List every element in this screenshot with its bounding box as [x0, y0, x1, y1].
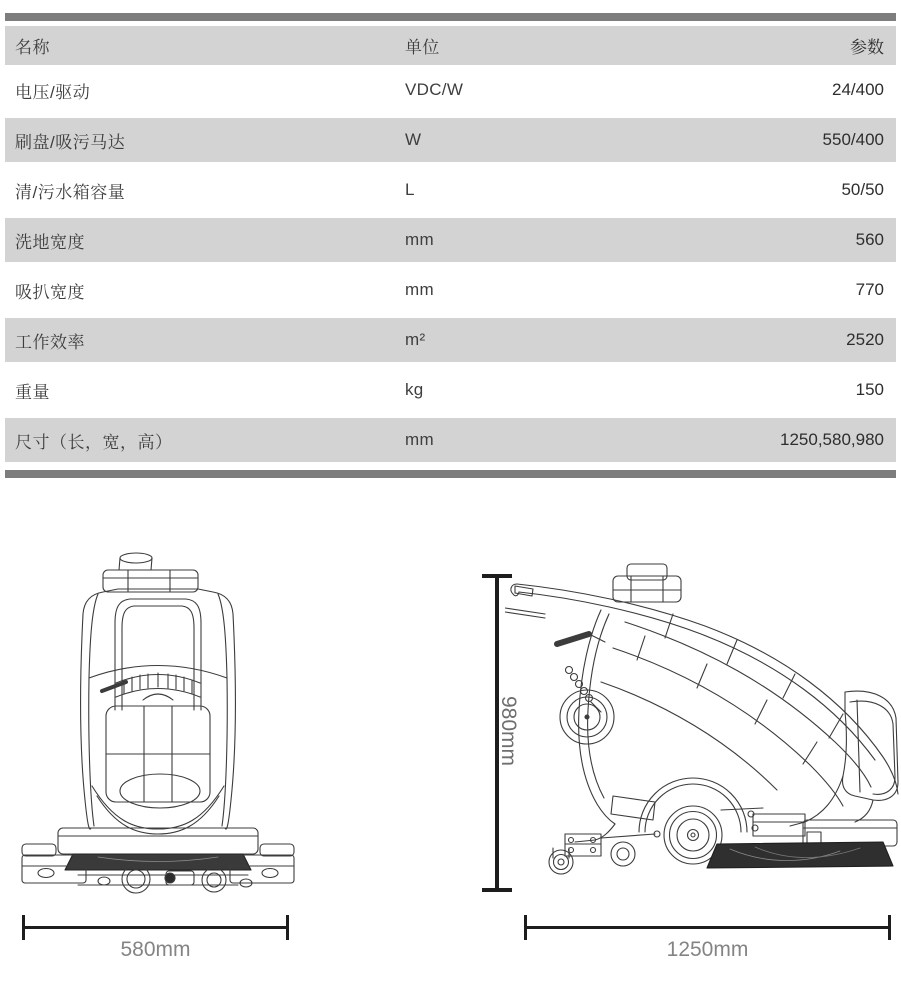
table-row [5, 315, 896, 365]
front-width-label: 580mm [120, 938, 191, 961]
spec-name: 清/污水箱容量 [15, 182, 126, 202]
spec-value: 770 [855, 280, 884, 299]
dimension-tick [22, 915, 25, 940]
spec-unit: mm [405, 430, 434, 449]
spec-value: 24/400 [832, 80, 884, 99]
front-view-drawing [18, 548, 298, 913]
spec-value: 2520 [846, 330, 884, 349]
dimension-line [524, 926, 891, 929]
spec-unit: mm [405, 230, 434, 249]
spec-value: 1250,580,980 [780, 430, 884, 449]
header-name: 名称 [15, 38, 50, 57]
spec-unit: mm [405, 280, 434, 299]
length-dimension-1250 [524, 915, 891, 962]
spec-value: 550/400 [822, 130, 884, 149]
spec-unit: W [405, 130, 422, 149]
dimension-tick [286, 915, 289, 940]
spec-value: 560 [855, 230, 884, 249]
spec-name: 工作效率 [15, 332, 85, 352]
table-row [5, 265, 896, 315]
divider-bar-bottom [5, 470, 896, 478]
spec-name: 电压/驱动 [15, 82, 91, 102]
spec-name: 刷盘/吸污马达 [15, 132, 126, 152]
table-row [5, 165, 896, 215]
table-row [5, 365, 896, 415]
width-dimension-580 [22, 915, 289, 962]
spec-unit: VDC/W [405, 80, 464, 99]
spec-unit: kg [405, 380, 424, 399]
side-view-drawing [505, 552, 901, 912]
spec-table [5, 13, 896, 478]
dimension-tick [888, 915, 891, 940]
spec-unit: L [405, 180, 415, 199]
dimension-line [22, 926, 289, 929]
header-unit: 单位 [405, 38, 440, 57]
spec-name: 吸扒宽度 [15, 282, 85, 302]
spec-name: 重量 [15, 382, 50, 402]
table-row [5, 115, 896, 165]
spec-name: 尺寸（长，宽，高） [15, 432, 173, 452]
header-value: 参数 [850, 38, 884, 57]
spec-name: 洗地宽度 [15, 232, 85, 252]
spec-unit: m² [405, 330, 426, 349]
side-length-label: 1250mm [666, 938, 749, 961]
spec-value: 150 [855, 380, 884, 399]
table-row [5, 215, 896, 265]
spec-value: 50/50 [841, 180, 884, 199]
dimension-tick [524, 915, 527, 940]
table-row [5, 65, 896, 115]
divider-bar-top [5, 13, 896, 21]
table-header-row [5, 26, 896, 65]
side-height-label: 980mm [497, 695, 520, 767]
table-row [5, 415, 896, 465]
